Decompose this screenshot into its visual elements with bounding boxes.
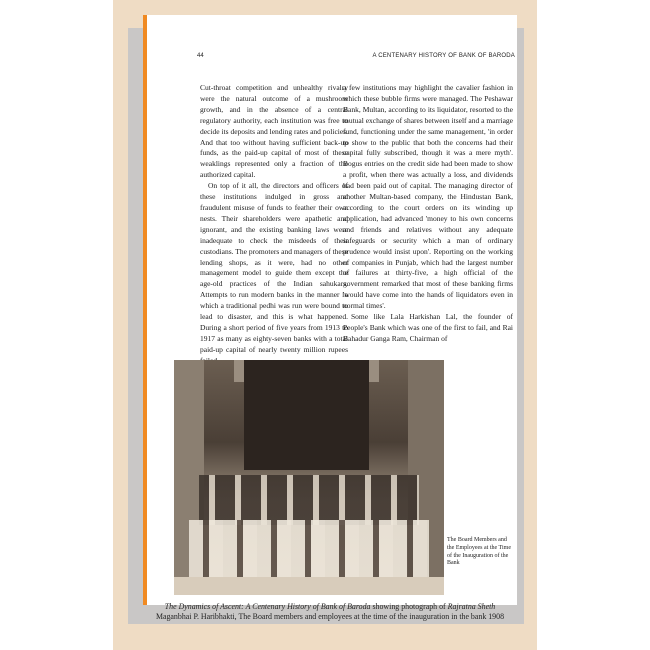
paragraph: a few institutions may highlight the cavalier fashion in which these bubble firms were managed. The Peshawar Bank, Multan, according to its liquidator, resorted to the mutual exchange of shares between itself and a marriage fund, functioning under the same management, 'in order to show to the public that both the concerns had their capital fully subscribed, though it was a mere myth'. Bogus entries on the credit side had been made to show a profit, when there was actually a loss, and dividends had been paid out of capital. The managing director of another Multan-based company, the Hindustan Bank, according to the court orders on its winding up application, had advanced 'money to his own concerns and friends and relatives without any adequate safeguards or security which a man of ordinary prudence would insist upon'. Reporting on the working of companies in Punjab, which had the largest number of failures at thirty-five, a high official of the government remarked that most of these banking firms 'would have come into the hands of liquidators even in normal times'. bbox=[343, 83, 513, 311]
credit-middle: showing photograph of bbox=[370, 602, 448, 611]
paragraph: On top of it all, the directors and officers of these institutions indulged in gross and fraudulent misuse of funds to feather their own nests. Their shareholders were apathetic and ignorant, and the existing banking laws were inadequate to check the misdeeds of their custodians. The promoters and managers of these lending shops, as it were, had no other management model to guide them except the age-old practices of the Indian sahukars. Attempts to run modern banks in the manner in which a traditional pedhi was run were bound to lead to disaster, and this is what happened. During a short period of five years from 1913 to 1917 as many as eighty-seven banks with a total paid-up capital of nearly twenty million rupees bbox=[200, 181, 348, 354]
left-text-column bbox=[200, 83, 348, 388]
page-number: 44 bbox=[197, 53, 204, 59]
ground bbox=[174, 577, 444, 595]
doorway bbox=[244, 360, 369, 470]
photo-caption: The Board Members and the Employees at the Time of the Inauguration of the Bank bbox=[447, 537, 511, 567]
paragraph: Cut-throat competition and unhealthy rivalry were the natural outcome of a mushroom growth, and in the absence of a central regulatory authority, each institution was free to decide its deposits and lending rates and policies. And that too without having sufficient back-up funds, as the paid-up capital of most of these weaklings represented only a fraction of the authorized capital. bbox=[200, 83, 348, 180]
image-credit bbox=[143, 602, 517, 623]
book-title-header: A CENTENARY HISTORY OF BANK OF BARODA bbox=[372, 53, 515, 59]
right-text-column bbox=[343, 83, 513, 345]
credit-line-2: Maganbhai P. Haribhakti, The Board members and employees at the time of the inauguration in the bank 1908 bbox=[155, 612, 505, 622]
book-title-italic: The Dynamics of Ascent: A Centenary History of Bank of Baroda bbox=[164, 602, 371, 611]
person-name-italic: Rajratna Sheth bbox=[447, 602, 496, 611]
back-row-people bbox=[199, 475, 419, 525]
front-row-people bbox=[189, 520, 429, 580]
paragraph: Some like Lala Harkishan Lal, the founder of People's Bank which was one of the first to fail, and Rai Bahadur Ganga Ram, Chairman of bbox=[343, 312, 513, 343]
historical-group-photo bbox=[174, 360, 444, 595]
